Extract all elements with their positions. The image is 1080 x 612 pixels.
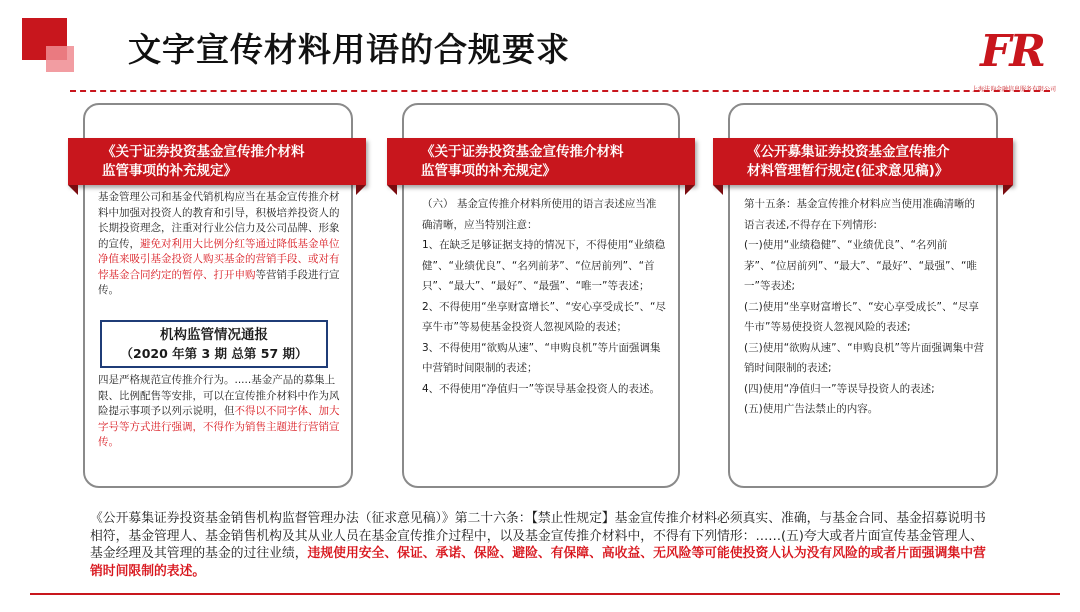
card-2-item-2: 2、不得使用“坐享财富增长”、“安心享受成长”、“尽享牛市”等易使基金投资人忽视风险的表述；	[422, 300, 666, 333]
card-3-item-1: (一)使用“业绩稳健”、“业绩优良”、“名列前茅”、“位居前列”、“最大”、“最好”、“最强”、“唯一”等表述;	[744, 239, 977, 292]
logo-subtitle: 上海法询金融信息服务有限公司	[972, 86, 1057, 93]
bottom-text-highlight: 违规使用安全、保证、承诺、保险、避险、有保障、高收益、无风险等可能使投资人认为没有风险的或者片面强调集中营销时间限制的表述。	[90, 546, 986, 579]
card-3-body-text	[744, 194, 984, 420]
card-1-body-text	[98, 190, 340, 299]
card-2-body-text	[422, 194, 666, 399]
notice-subtitle: （2020 年第 3 期 总第 57 期）	[120, 346, 308, 361]
card-3-item-2: (二)使用“坐享财富增长”、“安心享受成长”、“尽享牛市”等易使投资人忽视风险的表述;	[744, 300, 979, 333]
bottom-regulation-text	[90, 510, 990, 580]
card-1-notice-normal: 四是严格规范宣传推介行为。.....基金产品的募集上限、比例配售等安排，可以在宣传推介材料中作为风险提示事项予以列示说明，但	[98, 374, 340, 417]
card-3-item-3: (三)使用“欲购从速”、“申购良机”等片面强调集中营销时间限制的表述;	[744, 341, 984, 374]
corner-decoration-square-small	[46, 46, 74, 72]
card-3-item-4: (四)使用“净值归一”等误导投资人的表述;	[744, 382, 935, 395]
card-1-notice-text	[98, 373, 340, 451]
card-3-item-5: (五)使用广告法禁止的内容。	[744, 403, 879, 415]
card-3-ribbon	[713, 138, 1013, 185]
card-2-item-4: 4、不得使用“净值归一”等误导基金投资人的表述。	[422, 382, 661, 395]
card-2-ribbon-line2: 监管事项的补充规定》	[421, 163, 556, 179]
company-logo	[972, 26, 1057, 93]
title-divider	[70, 90, 1050, 92]
card-1-notice-highlight: 不得以不同字体、加大字号等方式进行强调，不得作为销售主题进行营销宣传。	[98, 405, 340, 448]
card-2-ribbon	[387, 138, 695, 185]
logo-mark: FR	[980, 26, 1044, 77]
card-1-text-highlight: 避免对利用大比例分红等通过降低基金单位净值来吸引基金投资人购买基金的营销手段、或对有悖基金合同约定的暂停、打开申购	[98, 237, 340, 281]
card-2-item-3: 3、不得使用“欲购从速”、“申购良机”等片面强调集中营销时间限制的表述；	[422, 341, 661, 374]
slide-title: 文字宣传材料用语的合规要求	[128, 30, 570, 69]
card-3-ribbon-line2: 材料管理暂行规定(征求意见稿)》	[747, 163, 949, 179]
footer-divider	[30, 593, 1060, 595]
notice-title: 机构监管情况通报	[160, 327, 268, 343]
card-1-ribbon	[68, 138, 366, 185]
card-3-intro: 第十五条：基金宣传推介材料应当使用准确清晰的语言表述,不得存在下列情形:	[744, 198, 975, 231]
notice-box	[100, 320, 328, 368]
card-1-text-tail: 等营销手段进行宣传。	[98, 268, 340, 296]
card-2-ribbon-line1: 《关于证券投资基金宣传推介材料	[421, 144, 624, 160]
bottom-text-normal: 《公开募集证券投资基金销售机构监督管理办法（征求意见稿）》第二十六条：【禁止性规定】基金宣传推介材料必须真实、准确，与基金合同、基金招募说明书相符，基金管理人、基金销售机构及其从业人员在基金宣传推介过程中，以及基金宣传推介材料中，不得有下列情形：……(五)夸大或者片面宣传基金管理人、基金经理及其管理的基金的过往业绩，	[90, 511, 986, 561]
card-1-ribbon-line2: 监管事项的补充规定》	[102, 163, 237, 179]
card-2-item-1: 1、在缺乏足够证据支持的情况下，不得使用“业绩稳健”、“业绩优良”、“名列前茅”、“位居前列”、“首只”、“最大”、“最好”、“最强”、“唯一”等表述；	[422, 239, 666, 292]
card-3-ribbon-line1: 《公开募集证券投资基金宣传推介	[747, 144, 950, 160]
card-1-text-normal: 基金管理公司和基金代销机构应当在基金宣传推介材料中加强对投资人的教育和引导，积极培养投资人的长期投资理念，注重对行业公信力及公司品牌、形象的宣传，	[98, 191, 340, 250]
card-1-ribbon-line1: 《关于证券投资基金宣传推介材料	[102, 144, 305, 160]
card-2-intro: （六） 基金宣传推介材料所使用的语言表述应当准确清晰，应当特别注意：	[422, 198, 657, 231]
